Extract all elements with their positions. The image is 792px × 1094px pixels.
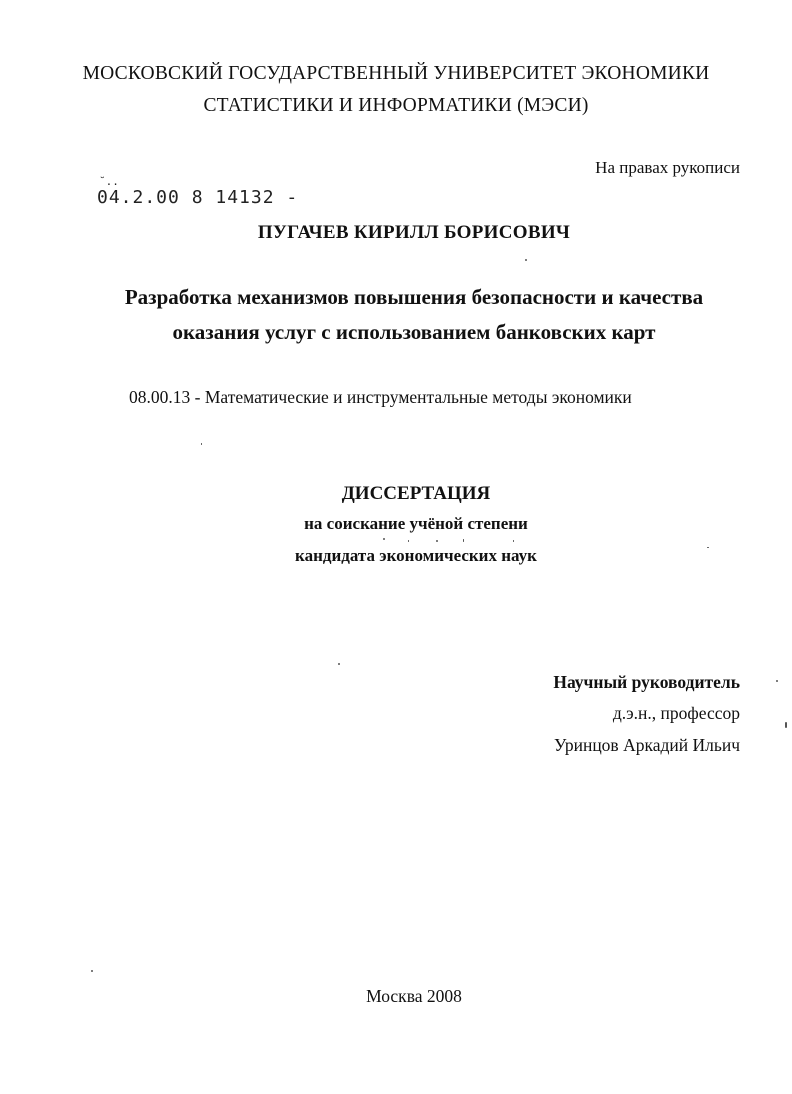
scan-speck [408,540,409,542]
scan-speck [525,259,527,261]
registry-code-mark: ˘.. [99,175,119,188]
scan-speck [776,680,778,682]
author-name: ПУГАЧЕВ КИРИЛЛ БОРИСОВИЧ [257,222,571,243]
scan-speck [707,547,709,548]
scan-speck [383,538,385,540]
university-name-line2: СТАТИСТИКИ И ИНФОРМАТИКИ (МЭСИ) [203,95,589,116]
scan-speck [785,722,787,728]
supervisor-label: Научный руководитель [553,672,740,692]
scan-speck [201,443,202,445]
scan-speck [436,540,438,542]
dissertation-heading: ДИССЕРТАЦИЯ [341,483,491,504]
registry-code-dash: - [274,187,299,208]
rights-note: На правах рукописи [595,158,740,177]
scan-speck [463,539,464,542]
university-name-line1: МОСКОВСКИЙ ГОСУДАРСТВЕННЫЙ УНИВЕРСИТЕТ ЭКОНОМИКИ [82,63,710,84]
thesis-title-line1: Разработка механизмов повышения безопасности и качества [124,285,704,309]
supervisor-name: Уринцов Аркадий Ильич [553,735,740,755]
supervisor-degree: д.э.н., профессор [612,703,740,723]
registry-code-value: 04.2.00 8 14132 [97,187,275,208]
scan-speck [338,663,340,665]
degree-line2: кандидата экономических наук [295,546,537,565]
specialty: 08.00.13 - Математические и инструментальные методы экономики [129,387,632,407]
scan-speck [513,540,514,542]
registry-code [97,175,299,208]
degree-line1: на соискание учёной степени [304,514,528,533]
city-year: Москва 2008 [366,986,462,1006]
scan-speck [91,970,93,972]
thesis-title-line2: оказания услуг с использованием банковских карт [172,320,656,344]
